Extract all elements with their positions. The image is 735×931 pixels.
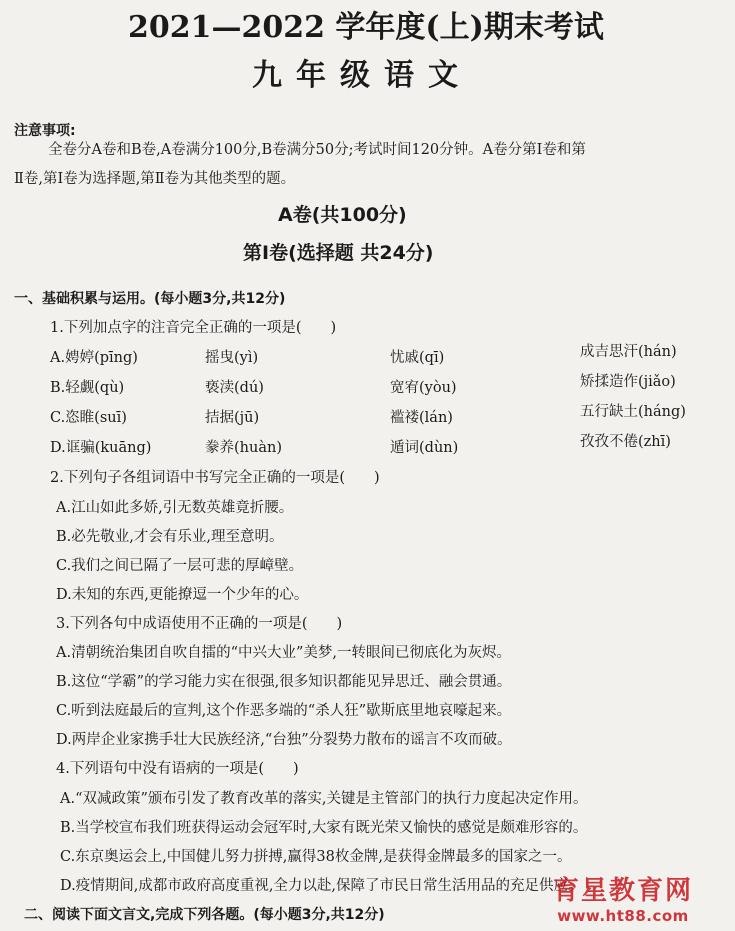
q3-option-a: A.清朝统治集团自吹自擂的“中兴大业”美梦,一转眼间已彻底化为灰烬。 [56,645,512,661]
q1-row-a-col-2: 摇曳(yì) [205,350,259,366]
question-4-stem: 4.下列语句中没有语病的一项是( ) [56,761,299,777]
site-watermark [523,870,723,925]
q1-row-b-col-2: 亵渎(dú) [205,380,264,396]
part-1-heading: 第Ⅰ卷(选择题 共24分) [243,242,434,264]
q1-row-a-col-1: A.娉婷(pīng) [50,350,138,366]
q2-option-d: D.未知的东西,更能撩逗一个少年的心。 [56,587,309,603]
q1-row-c-col-4: 五行缺土(háng) [580,404,686,420]
q3-option-b: B.这位“学霸”的学习能力实在很强,很多知识都能见异思迁、融会贯通。 [56,674,512,690]
question-1-stem: 1.下列加点字的注音完全正确的一项是( ) [50,320,337,336]
q1-row-c-col-3: 褴褛(lán) [390,410,453,426]
q3-option-d: D.两岸企业家携手壮大民族经济,“台独”分裂势力散布的谣言不攻而破。 [56,732,512,748]
notice-line-2: Ⅱ卷,第Ⅰ卷为选择题,第Ⅱ卷为其他类型的题。 [14,171,296,187]
q1-row-c-col-1: C.恣睢(suī) [50,410,127,426]
q1-row-b-col-1: B.轻觑(qù) [50,380,125,396]
exam-title: 2021—2022 学年度(上)期末考试 [128,10,604,45]
q2-option-c: C.我们之间已隔了一层可悲的厚嶂壁。 [56,558,304,574]
q4-option-b: B.当学校宣布我们班获得运动会冠军时,大家有既光荣又愉快的感觉是颇难形容的。 [60,820,588,836]
section-1-heading: 一、基础积累与运用。(每小题3分,共12分) [14,291,286,307]
exam-subject: 九年级语文 [252,58,472,93]
q4-option-d: D.疫情期间,成都市政府高度重视,全力以赴,保障了市民日常生活用品的充足供应。 [60,878,583,894]
q1-row-d-col-1: D.诓骗(kuāng) [50,440,152,456]
q3-option-c: C.听到法庭最后的宣判,这个作恶多端的“杀人狂”歇斯底里地哀嚎起来。 [56,703,512,719]
q1-row-d-col-2: 豢养(huàn) [205,440,282,456]
volume-a-heading: A卷(共100分) [278,204,407,226]
q1-row-d-col-4: 孜孜不倦(zhī) [580,434,671,450]
q1-row-a-col-4: 成吉思汗(hán) [580,344,677,360]
q1-row-b-col-4: 矫揉造作(jiǎo) [580,374,676,390]
q1-row-c-col-2: 拮据(jū) [205,410,260,426]
q2-option-a: A.江山如此多娇,引无数英雄竟折腰。 [56,500,294,516]
q1-row-a-col-3: 忧戚(qī) [390,350,445,366]
q2-option-b: B.必先敬业,才会有乐业,理至意明。 [56,529,284,545]
question-2-stem: 2.下列句子各组词语中书写完全正确的一项是( ) [50,470,380,486]
notice-label: 注意事项: [14,123,76,139]
watermark-url: www.ht88.com [557,907,689,925]
q1-row-b-col-3: 宽宥(yòu) [390,380,457,396]
section-2-heading: 二、阅读下面文言文,完成下列各题。(每小题3分,共12分) [24,907,385,923]
q4-option-a: A.“双减政策”颁布引发了教育改革的落实,关键是主管部门的执行力度起决定作用。 [60,791,588,807]
notice-line-1: 全卷分A卷和B卷,A卷满分100分,B卷满分50分;考试时间120分钟。A卷分第Ⅰ卷和第 [48,142,586,158]
q4-option-c: C.东京奥运会上,中国健儿努力拼搏,赢得38枚金牌,是获得金牌最多的国家之一。 [60,849,572,865]
watermark-title: 育星教育网 [552,876,693,906]
q1-row-d-col-3: 遁词(dùn) [390,440,459,456]
question-3-stem: 3.下列各句中成语使用不正确的一项是( ) [56,616,343,632]
